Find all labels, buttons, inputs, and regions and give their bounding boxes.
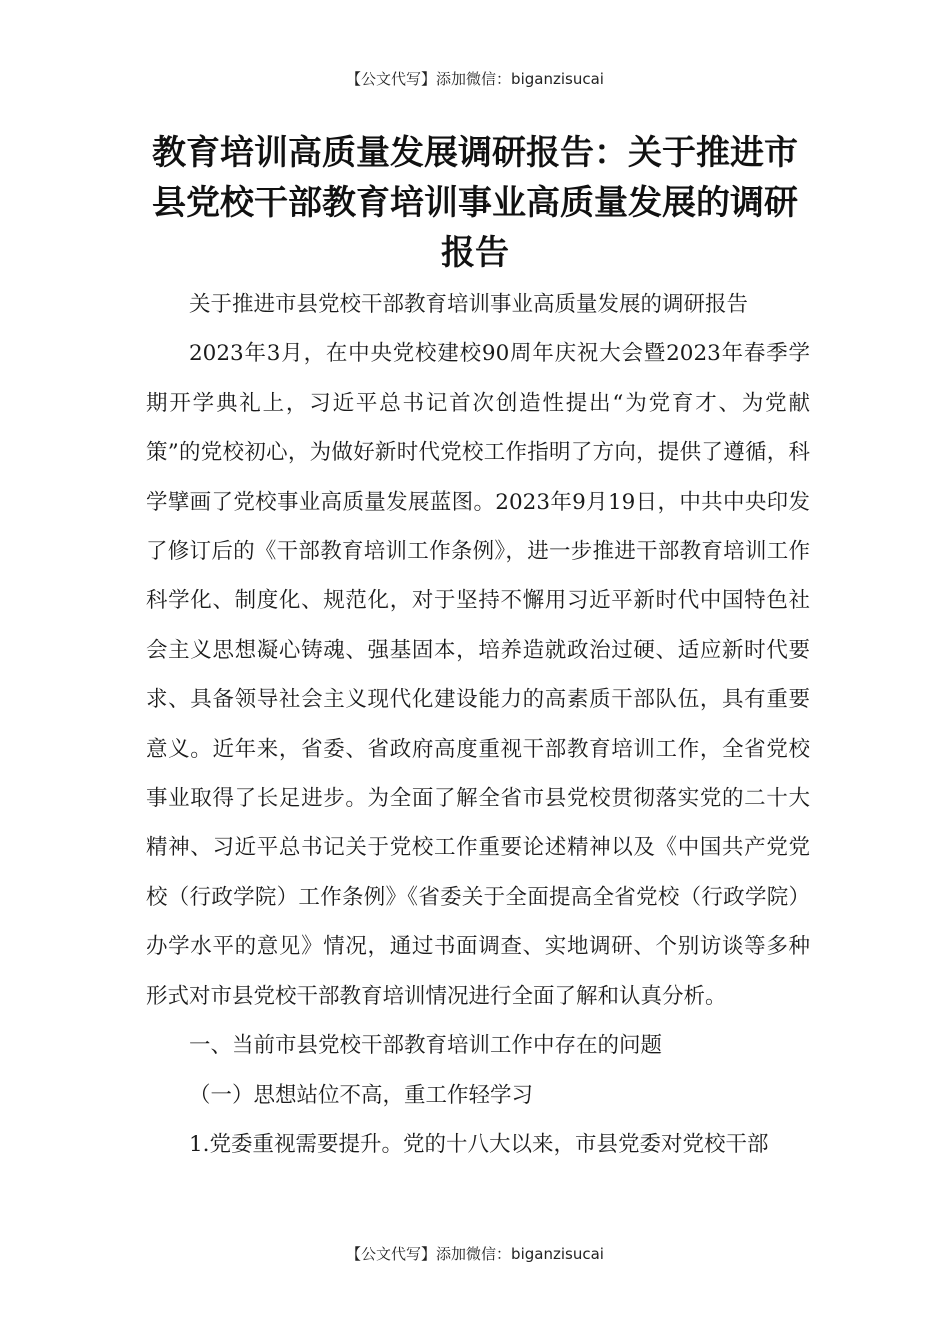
document-title: 教育培训高质量发展调研报告：关于推进市县党校干部教育培训事业高质量发展的调研报告 [152,133,798,273]
body-paragraph: 1.党委重视需要提升。党的十八大以来，市县党委对党校干部 [189,1131,769,1157]
header-note: 【公文代写】添加微信：biganzisucai [346,70,604,88]
footer-note: 【公文代写】添加微信：biganzisucai [346,1245,604,1263]
subtitle-paragraph: 关于推进市县党校干部教育培训事业高质量发展的调研报告 [189,292,749,317]
document-body [146,280,810,1169]
section-heading: 一、当前市县党校干部教育培训工作中存在的问题 [189,1033,663,1059]
body-paragraph: 2023年3月，在中央党校建校90周年庆祝大会暨2023年春季学期开学典礼上，习近平总书记首次创造性提出“为党育才、为党献策”的党校初心，为做好新时代党校工作指明了方向，提供了遵循，科学擘画了党校事业高质量发展蓝图。2023年9月19日，中共中央印发了修订后的《干部教育培训工作条例》，进一步推进干部教育培训工作科学化、制度化、规范化，对于坚持不懈用习近平新时代中国特色社会主义思想凝心铸魂、强基固本，培养造就政治过硬、适应新时代要求、具备领导社会主义现代化建设能力的高素质干部队伍，具有重要意义。近年来，省委、省政府高度重视干部教育培训工作，全省党校事业取得了长足进步。为全面了解全省市县党校贯彻落实党的二十大精神、习近平总书记关于党校工作重要论述精神以及《中国共产党党校（行政学院）工作条例》《省委关于全面提高全省党校（行政学院）办学水平的意见》情况，通过书面调查、实地调研、个别访谈等多种形式对市县党校干部教育培训情况进行全面了解和认真分析。 [146,341,810,1009]
subsection-heading: （一）思想站位不高，重工作轻学习 [189,1082,534,1108]
